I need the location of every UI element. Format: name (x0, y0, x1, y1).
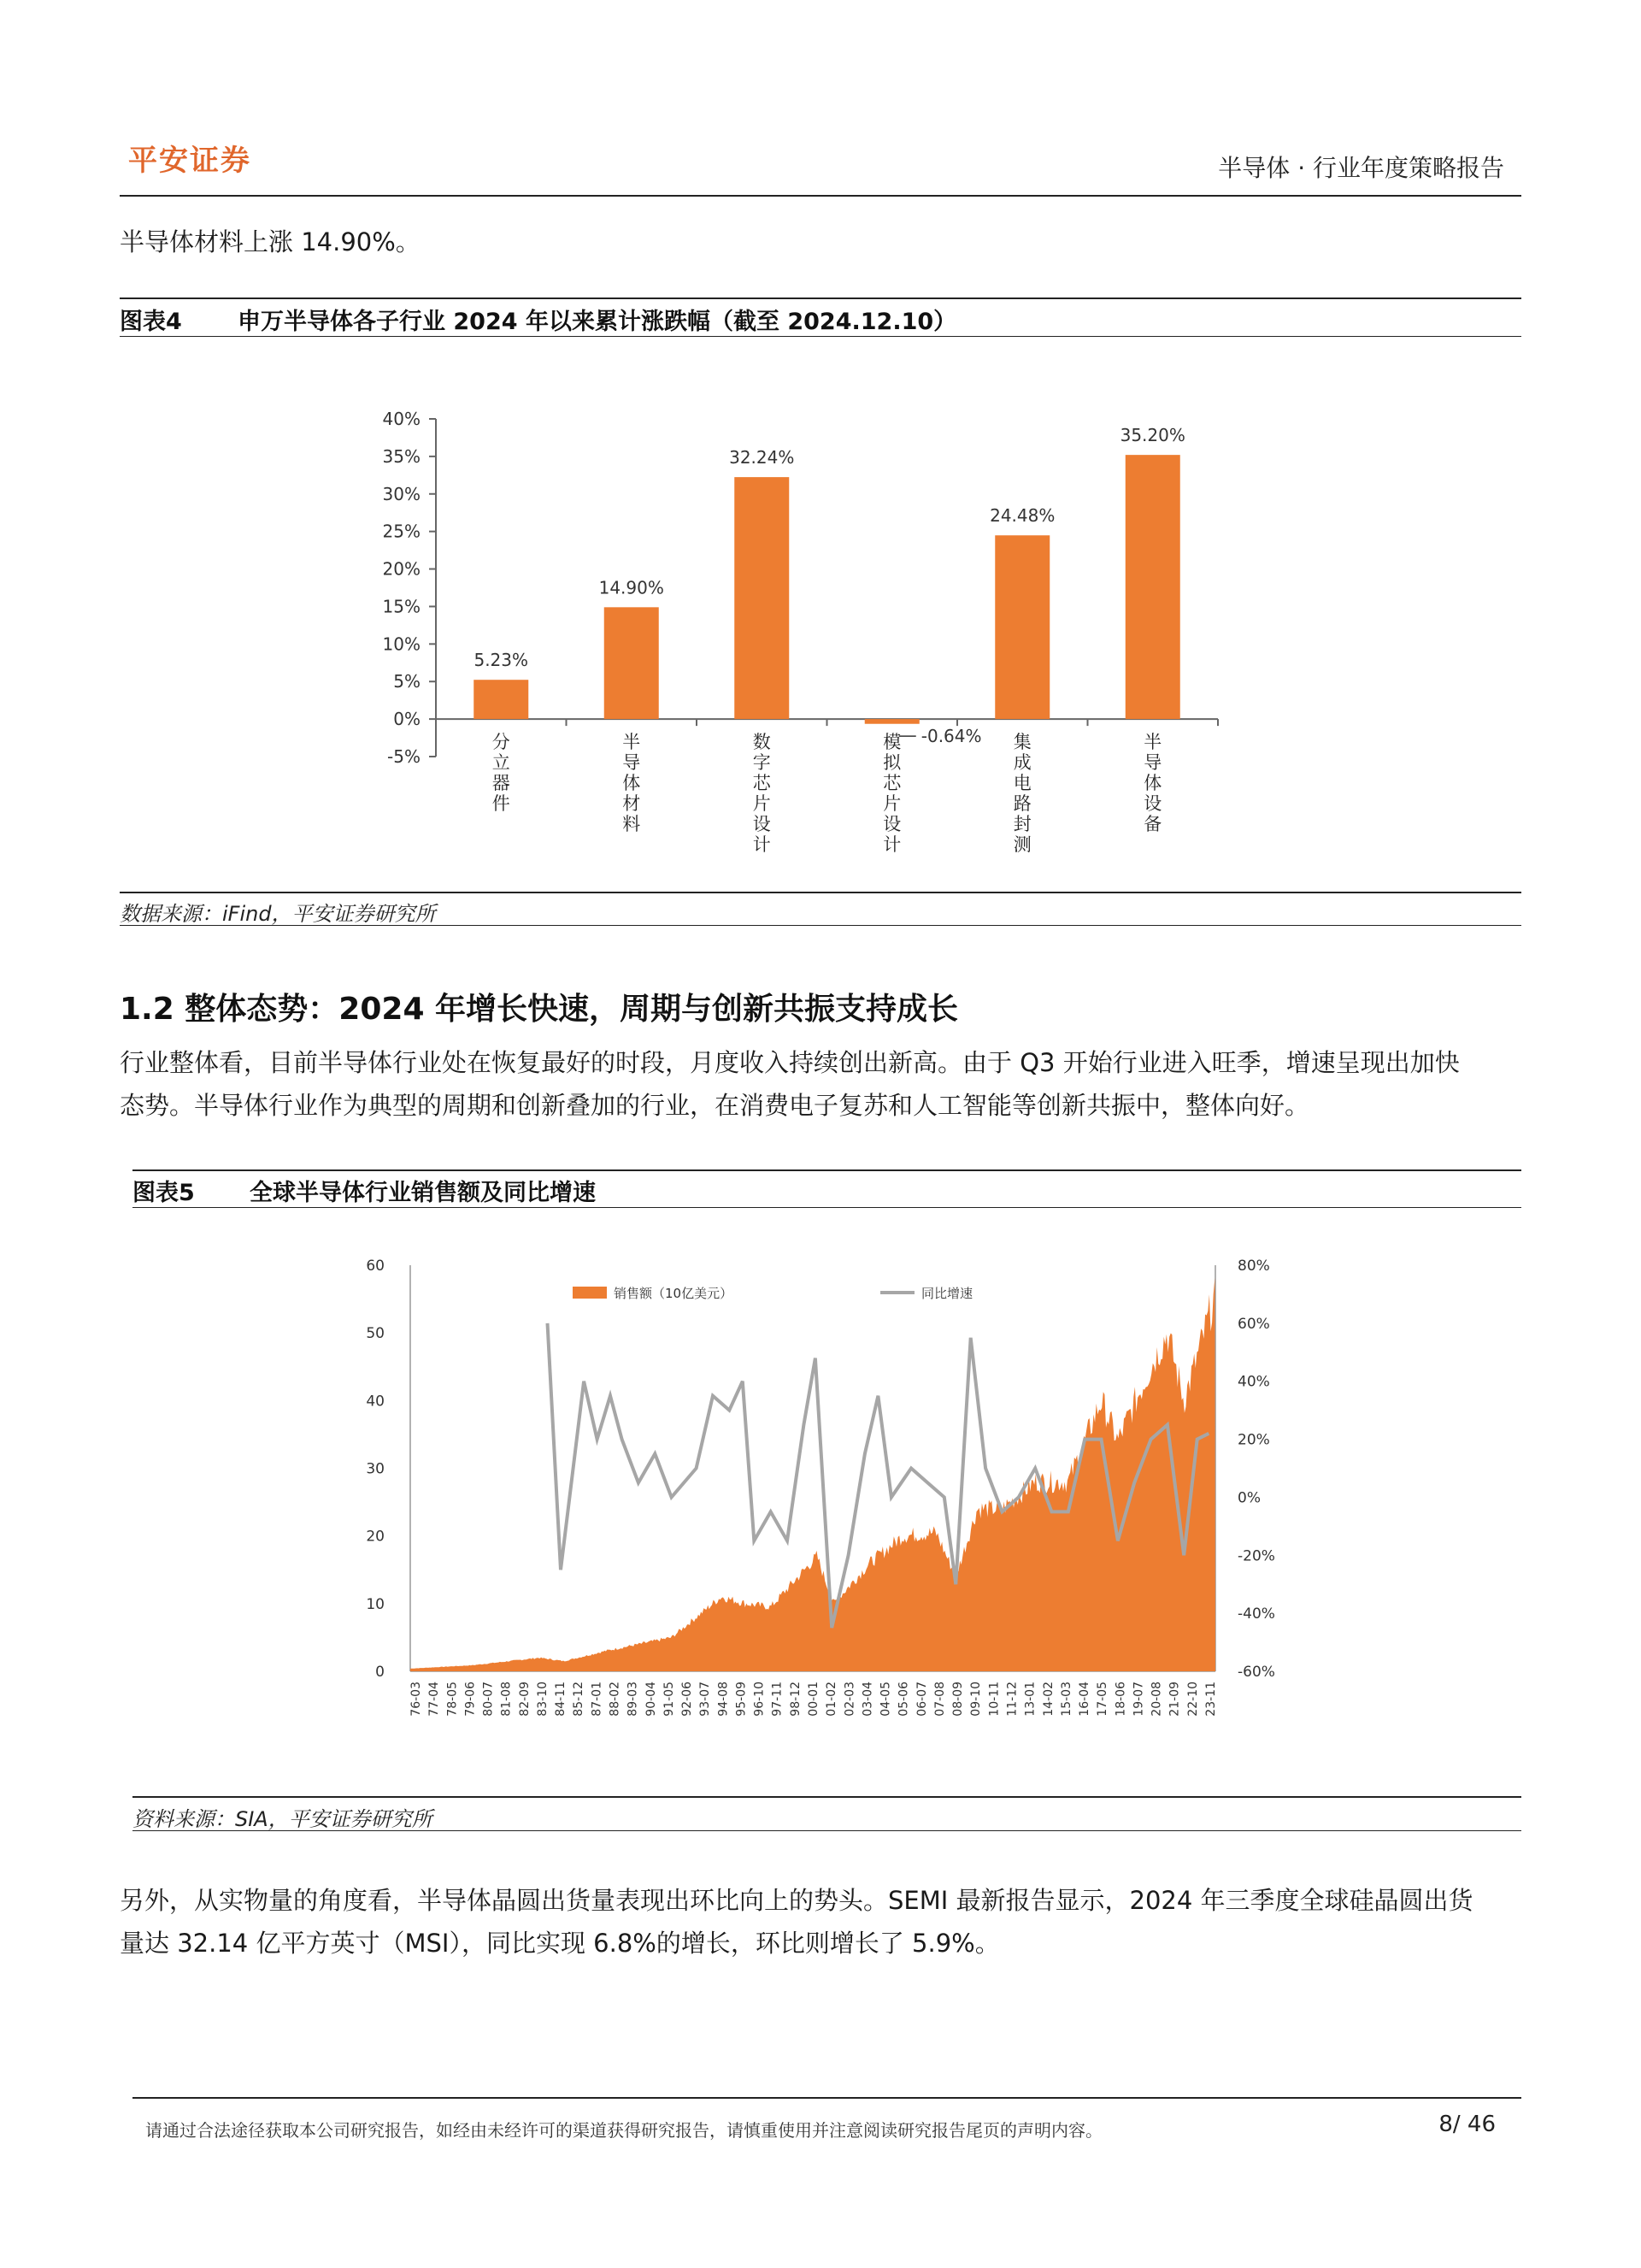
figure5-title: 全球半导体行业销售额及同比增速 (250, 1180, 596, 1206)
figure4-bars (473, 425, 1185, 746)
figure4-category-label-char: 成 (1013, 752, 1032, 774)
figure5-x-tick-label: 87-01 (590, 1682, 604, 1717)
figure4-category-label-char: 设 (1144, 793, 1162, 815)
figure4-category-label-char: 材 (622, 793, 641, 815)
figure4-y-tick-label: 15% (382, 596, 421, 617)
figure4-bar (1126, 455, 1180, 719)
figure5-x-tick-label: 05-06 (897, 1682, 911, 1717)
footer-divider (132, 2097, 1521, 2099)
figure4-category-label-char: 集 (1013, 732, 1032, 753)
figure5-x-tick-label: 11-12 (1005, 1682, 1020, 1717)
figure5-x-tick-label: 80-07 (481, 1682, 496, 1717)
figure5-x-tick-label: 21-09 (1168, 1682, 1182, 1717)
figure5-x-tick-label: 06-07 (915, 1682, 929, 1717)
figure5-x-tick-label: 76-03 (409, 1682, 423, 1717)
figure5-x-tick-label: 93-07 (698, 1682, 713, 1717)
figure5-x-tick-label: 97-11 (770, 1682, 785, 1717)
figure5-source-bottom-rule (132, 1830, 1521, 1831)
figure5-left-tick-label: 50 (366, 1325, 385, 1343)
figure4-category-label-char: 测 (1013, 834, 1032, 856)
figure4-category-label-char: 体 (1144, 773, 1162, 794)
figure5-legend-label-growth: 同比增速 (921, 1286, 973, 1301)
figure5-legend (573, 1286, 973, 1301)
figure5-x-tick-label: 00-01 (807, 1682, 820, 1717)
header-divider (120, 195, 1521, 197)
figure5-right-tick-label: -20% (1238, 1547, 1275, 1565)
figure5-x-tick-label: 18-06 (1114, 1682, 1128, 1717)
figure5-x-tick-label: 91-05 (662, 1682, 676, 1717)
figure4-category-label-char: 片 (883, 793, 902, 815)
figure4-title-rule (120, 336, 1521, 337)
figure4-y-tick-label: 0% (393, 709, 421, 730)
figure5-x-tick-label: 90-04 (644, 1682, 658, 1717)
figure5-x-tick-label: 84-11 (554, 1682, 568, 1717)
figure4-y-tick-label: -5% (387, 746, 421, 767)
figure4-data-label: 32.24% (729, 447, 795, 468)
figure5-legend-swatch-sales (573, 1287, 607, 1299)
figure5-x-tick-label: 08-09 (951, 1682, 966, 1717)
figure4-data-label: 5.23% (473, 650, 529, 671)
figure4-bar-chart (120, 342, 1521, 889)
report-title: 半导体 · 行业年度策略报告 (1218, 154, 1504, 182)
figure4-category-label-char: 设 (883, 814, 902, 835)
page-number: 8/ 46 (1438, 2112, 1496, 2137)
figure4-data-label: 35.20% (1120, 425, 1185, 446)
figure5-left-tick-label: 0 (375, 1664, 385, 1681)
figure4-bar (734, 477, 789, 719)
figure5-top-rule (132, 1169, 1521, 1171)
figure5-x-tick-label: 04-05 (879, 1682, 893, 1717)
figure5-left-tick-label: 60 (366, 1258, 385, 1275)
figure4-category-label-char: 半 (622, 732, 641, 753)
figure5-sales-chart (120, 1214, 1521, 1770)
figure4-category-label-char: 器 (491, 773, 510, 794)
figure4-category-label-char: 件 (491, 793, 510, 815)
figure5-x-tick-label: 96-10 (752, 1682, 767, 1717)
figure5-legend-label-sales: 销售额（10亿美元） (614, 1286, 733, 1301)
figure4-category-label-char: 电 (1013, 773, 1032, 794)
figure4-category-label-char: 导 (1144, 752, 1162, 774)
figure4-data-label: 24.48% (990, 505, 1056, 527)
figure4-category-label-char: 模 (883, 732, 902, 753)
figure5-left-tick-label: 40 (366, 1393, 385, 1411)
figure4-category-label-char: 芯 (752, 773, 771, 794)
section-paragraph-line2: 态势。半导体行业作为典型的周期和创新叠加的行业，在消费电子复苏和人工智能等创新共振中，整体向好。 (120, 1091, 1310, 1120)
figure5-x-tick-label: 17-05 (1096, 1682, 1110, 1717)
figure4-category-label-char: 片 (752, 793, 771, 815)
figure4-bar (473, 680, 528, 719)
figure5-x-tick-label: 23-11 (1204, 1682, 1218, 1717)
company-logo: 平安证券 (128, 144, 251, 178)
figure5-x-tick-label: 10-11 (987, 1682, 1002, 1717)
figure4-category-label-char: 分 (491, 732, 510, 753)
figure4-category-label-char: 芯 (883, 773, 902, 794)
figure5-left-tick-label: 20 (366, 1528, 385, 1546)
figure5-left-tick-label: 30 (366, 1460, 385, 1478)
figure5-right-tick-label: -60% (1238, 1664, 1275, 1681)
figure4-source-bottom-rule (120, 925, 1521, 926)
figure5-right-tick-label: 40% (1238, 1373, 1270, 1391)
paragraph2-line1: 另外，从实物量的角度看，半导体晶圆出货量表现出环比向上的势头。SEMI 最新报告显示，2024 年三季度全球硅晶圆出货 (120, 1886, 1473, 1915)
figure5-x-tick-label: 20-08 (1150, 1682, 1164, 1717)
intro-line: 半导体材料上涨 14.90%。 (120, 227, 421, 256)
figure4-y-tick-label: 30% (382, 483, 421, 504)
figure5-x-tick-label: 88-02 (608, 1682, 622, 1717)
figure4-category-label-char: 拟 (883, 752, 902, 774)
figure4-category-label-char: 计 (752, 834, 771, 856)
figure5-x-tick-label: 83-10 (535, 1682, 550, 1717)
figure4-source-top-rule (120, 892, 1521, 893)
figure5-x-tick-label: 16-04 (1078, 1682, 1092, 1717)
figure4-category-label-char: 立 (491, 752, 510, 774)
section-paragraph-line1: 行业整体看，目前半导体行业处在恢复最好的时段，月度收入持续创出新高。由于 Q3 开始行业进入旺季，增速呈现出加快 (120, 1048, 1460, 1077)
figure5-right-tick-label: 20% (1238, 1431, 1270, 1449)
figure4-category-label-char: 料 (622, 814, 641, 835)
figure4-top-rule (120, 297, 1521, 299)
figure4-category-label-char: 计 (883, 834, 902, 856)
figure4-y-tick-label: 25% (382, 521, 421, 542)
figure5-label: 图表5 (132, 1180, 195, 1206)
figure4-data-label: 14.90% (598, 577, 664, 598)
figure4-data-label: -0.64% (920, 726, 982, 747)
figure4-y-tick-label: 35% (382, 445, 421, 467)
figure4-y-tick-label: 40% (382, 409, 421, 429)
figure5-x-tick-label: 89-03 (626, 1682, 640, 1717)
figure5-title-rule (132, 1207, 1521, 1208)
figure4-category-label-char: 导 (622, 752, 641, 774)
figure4-title: 申万半导体各子行业 2024 年以来累计涨跌幅（截至 2024.12.10） (238, 309, 957, 335)
figure4-category-label-char: 体 (622, 773, 641, 794)
figure4-bar (604, 607, 659, 719)
figure5-x-axis-labels (409, 1682, 1218, 1717)
paragraph2-line2: 量达 32.14 亿平方英寸（MSI），同比实现 6.8%的增长，环比则增长了 5.9%。 (120, 1929, 1000, 1958)
figure5-source-top-rule (132, 1796, 1521, 1798)
figure4-category-label-char: 设 (752, 814, 771, 835)
figure5-x-tick-label: 03-04 (861, 1682, 875, 1717)
figure5-right-tick-label: -40% (1238, 1605, 1275, 1623)
figure5-right-tick-label: 0% (1238, 1489, 1261, 1507)
figure4-y-tick-label: 5% (393, 671, 421, 692)
figure4-category-label-char: 备 (1144, 814, 1162, 835)
figure4-y-tick-label: 20% (382, 558, 421, 580)
figure5-x-tick-label: 79-06 (463, 1682, 478, 1717)
figure5-right-tick-label: 80% (1238, 1258, 1270, 1275)
figure5-x-tick-label: 81-08 (499, 1682, 514, 1717)
figure5-x-tick-label: 22-10 (1185, 1682, 1200, 1717)
figure5-x-tick-label: 94-08 (716, 1682, 731, 1717)
figure5-x-tick-label: 19-07 (1132, 1682, 1146, 1717)
figure4-category-label-char: 封 (1013, 814, 1032, 835)
figure5-x-tick-label: 98-12 (788, 1682, 803, 1717)
figure5-x-tick-label: 82-09 (517, 1682, 532, 1717)
figure4-y-tick-label: 10% (382, 633, 421, 655)
figure5-x-tick-label: 01-02 (825, 1682, 839, 1717)
figure4-bar (995, 535, 1050, 719)
figure5-x-tick-label: 85-12 (572, 1682, 586, 1717)
figure5-x-tick-label: 95-09 (734, 1682, 749, 1717)
figure5-sales-area (410, 1278, 1215, 1671)
figure5-x-tick-label: 13-01 (1023, 1682, 1038, 1717)
figure5-x-tick-label: 78-05 (445, 1682, 460, 1717)
figure4-category-labels (492, 732, 1162, 855)
section-heading: 1.2 整体态势：2024 年增长快速，周期与创新共振支持成长 (120, 992, 959, 1027)
figure4-source: 数据来源：iFind，平安证券研究所 (120, 902, 436, 926)
figure4-category-label-char: 路 (1013, 793, 1032, 815)
figure5-x-tick-label: 09-10 (969, 1682, 984, 1717)
figure5-x-tick-label: 15-03 (1059, 1682, 1073, 1717)
figure5-x-tick-label: 92-06 (680, 1682, 695, 1717)
figure4-label: 图表4 (120, 309, 182, 335)
figure4-bar (865, 719, 920, 724)
figure5-x-tick-label: 77-04 (427, 1682, 442, 1717)
figure5-x-tick-label: 02-03 (843, 1682, 857, 1717)
figure4-category-label-char: 半 (1144, 732, 1162, 753)
figure4-category-label-char: 字 (752, 752, 771, 774)
figure5-x-tick-label: 07-08 (932, 1682, 947, 1717)
figure5-left-tick-label: 10 (366, 1595, 385, 1613)
figure5-x-tick-label: 14-02 (1041, 1682, 1056, 1717)
figure5-source: 资料来源：SIA，平安证券研究所 (132, 1807, 432, 1831)
figure5-right-tick-label: 60% (1238, 1315, 1270, 1333)
figure4-category-label-char: 数 (752, 732, 771, 753)
footer-disclaimer: 请通过合法途径获取本公司研究报告，如经由未经许可的渠道获得研究报告，请慎重使用并注意阅读研究报告尾页的声明内容。 (145, 2120, 1103, 2141)
